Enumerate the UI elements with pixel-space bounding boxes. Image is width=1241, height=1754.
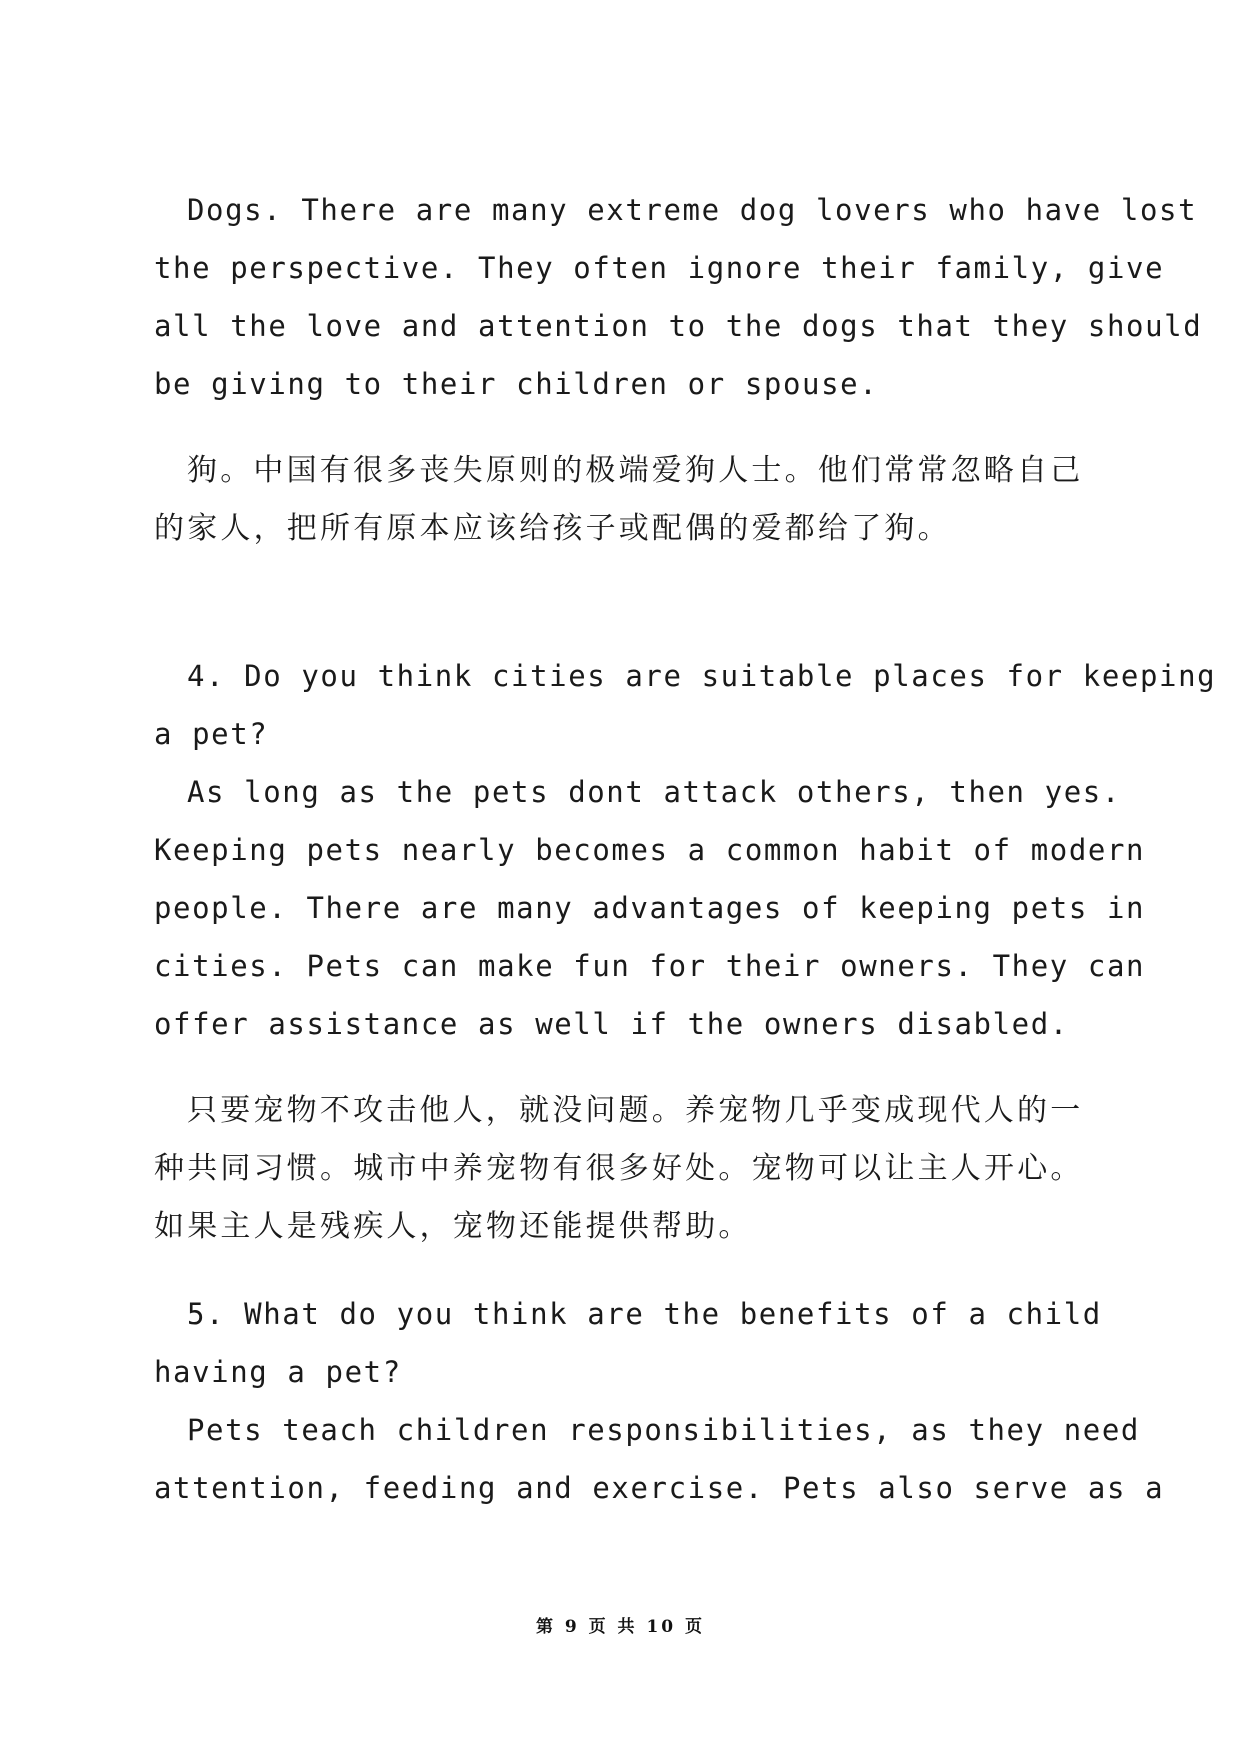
text-line: attention, feeding and exercise. Pets also serve as a (154, 1471, 1165, 1505)
text-line: Dogs. There are many extreme dog lovers who have lost (187, 193, 1198, 227)
question-heading: having a pet? (154, 1355, 402, 1389)
text-line: Pets teach children responsibilities, as they need (187, 1413, 1140, 1447)
text-line: 种共同习惯。城市中养宠物有很多好处。宠物可以让主人开心。 (154, 1151, 1084, 1186)
text-line: the perspective. They often ignore their family, give (154, 251, 1165, 285)
question-heading: a pet? (154, 717, 269, 751)
text-line: offer assistance as well if the owners disabled. (154, 1007, 1069, 1041)
question-heading: 5. What do you think are the benefits of a child (187, 1297, 1102, 1331)
page-number: 第 9 页 共 10 页 (535, 1617, 706, 1637)
text-line: all the love and attention to the dogs that they should (154, 309, 1203, 343)
text-line: 的家人，把所有原本应该给孩子或配偶的爱都给了狗。 (154, 511, 951, 546)
text-line: As long as the pets dont attack others, then yes. (187, 775, 1121, 809)
text-line: people. There are many advantages of keeping pets in (154, 891, 1146, 925)
text-line: be giving to their children or spouse. (154, 367, 879, 401)
text-line: 只要宠物不攻击他人，就没问题。养宠物几乎变成现代人的一 (187, 1093, 1084, 1128)
text-line: 如果主人是残疾人，宠物还能提供帮助。 (154, 1209, 752, 1244)
text-line: 狗。中国有很多丧失原则的极端爱狗人士。他们常常忽略自己 (187, 453, 1084, 488)
text-line: cities. Pets can make fun for their owners. They can (154, 949, 1146, 983)
text-line: Keeping pets nearly becomes a common habit of modern (154, 833, 1146, 867)
question-heading: 4. Do you think cities are suitable places for keeping (187, 659, 1217, 693)
